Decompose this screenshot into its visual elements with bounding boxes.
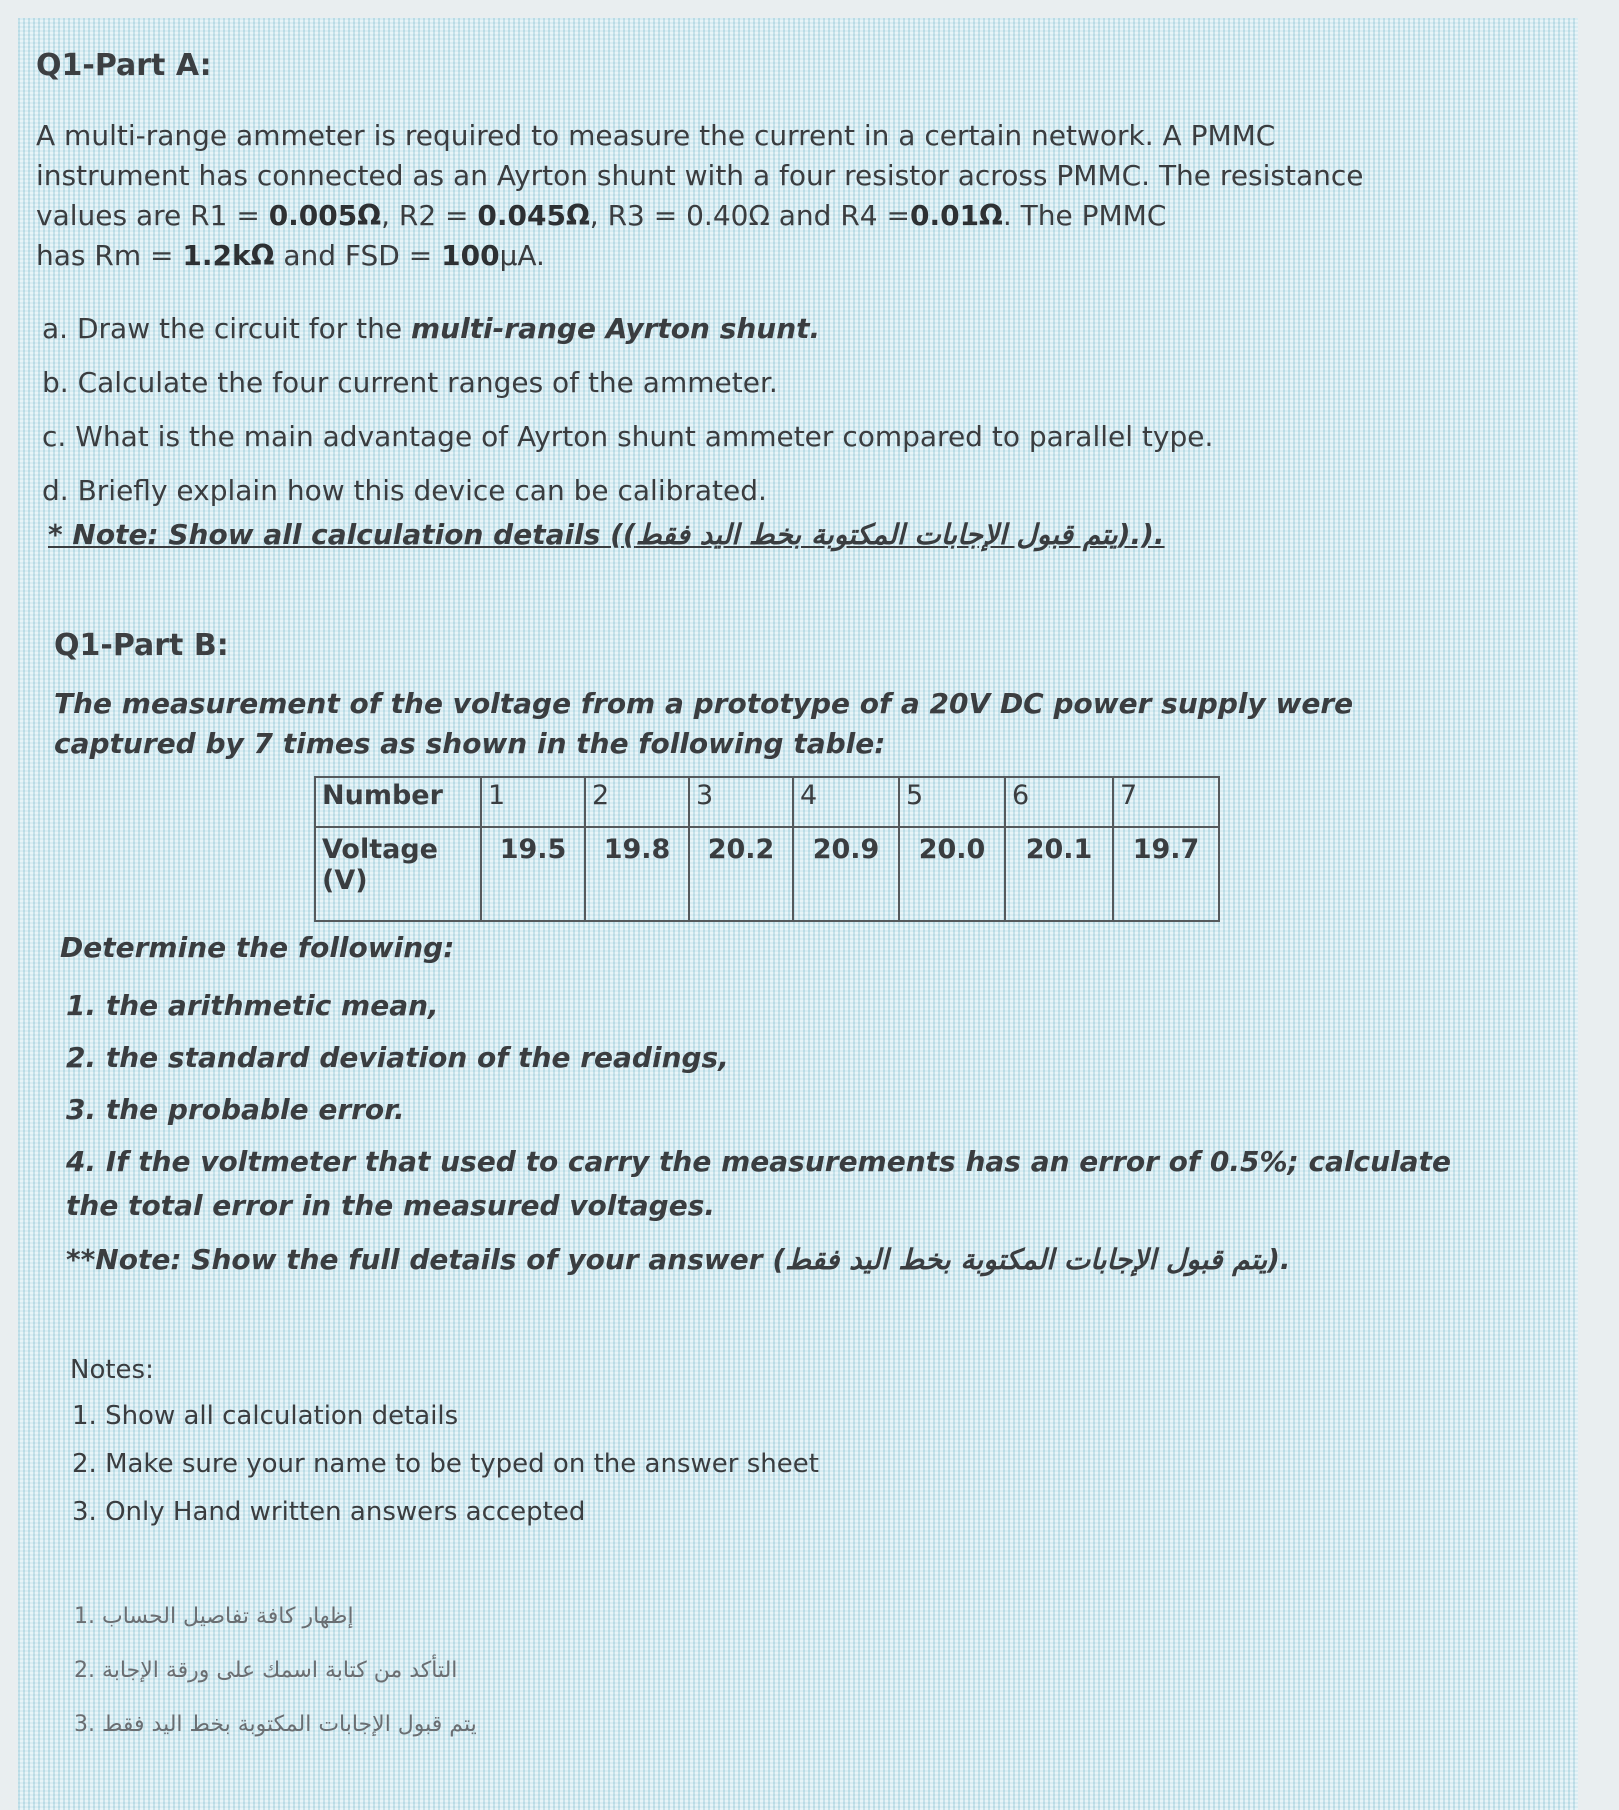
notes-list (72, 1392, 819, 1536)
voltage-label: Voltage (V) (315, 827, 481, 921)
list-item: 1. إظهار كافة تفاصيل الحساب (74, 1604, 354, 1629)
number-cell: 6 (1005, 777, 1113, 827)
number-cell: 3 (689, 777, 793, 827)
arabic-notes-list (74, 1590, 477, 1752)
question-a: a. Draw the circuit for the multi-range Ayrton shunt. (42, 312, 821, 345)
table-row (315, 777, 1219, 827)
part-a-note: * Note: Show all calculation details ((يتم قبول الإجابات المكتوبة بخط اليد فقط).). (48, 518, 1165, 551)
number-label: Number (315, 777, 481, 827)
list-item: 2. التأكد من كتابة اسمك على ورقة الإجابة (74, 1658, 458, 1683)
question-b: b. Calculate the four current ranges of the ammeter. (42, 366, 778, 399)
part-b-heading: Q1-Part B: (54, 628, 229, 663)
part-a-heading: Q1-Part A: (36, 48, 212, 83)
list-item: 4. If the voltmeter that used to carry the measurements has an error of 0.5%; calculate (66, 1145, 1451, 1178)
intro-line-2: instrument has connected as an Ayrton shunt with a four resistor across PMMC. The resistance (36, 159, 1364, 192)
voltage-table (314, 776, 1220, 922)
list-item: 1. the arithmetic mean, (66, 989, 439, 1022)
part-a-questions (42, 302, 1213, 518)
number-cell: 1 (481, 777, 585, 827)
document-sheet (18, 18, 1578, 1810)
voltage-cell: 20.0 (899, 827, 1005, 921)
part-b-intro-line-1: The measurement of the voltage from a prototype of a 20V DC power supply were (54, 687, 1354, 720)
number-cell: 5 (899, 777, 1005, 827)
intro-line-1: A multi-range ammeter is required to measure the current in a certain network. A PMMC (36, 119, 1276, 152)
list-item: the total error in the measured voltages. (66, 1189, 715, 1222)
part-b-note: **Note: Show the full details of your answer (يتم قبول الإجابات المكتوبة بخط اليد فقط). (66, 1243, 1291, 1276)
number-cell: 4 (793, 777, 899, 827)
rm-line: has Rm = 1.2kΩ and FSD = 100μA. (36, 239, 545, 272)
part-b-intro (54, 684, 1554, 764)
voltage-cell: 20.2 (689, 827, 793, 921)
list-item: 3. the probable error. (66, 1093, 405, 1126)
number-cell: 7 (1113, 777, 1219, 827)
notes-title: Notes: (70, 1355, 154, 1385)
question-d: d. Briefly explain how this device can be calibrated. (42, 474, 767, 507)
list-item: 3. يتم قبول الإجابات المكتوبة بخط اليد فقط (74, 1712, 477, 1737)
voltage-cell: 19.8 (585, 827, 689, 921)
voltage-cell: 20.1 (1005, 827, 1113, 921)
voltage-cell: 19.7 (1113, 827, 1219, 921)
list-item: 2. Make sure your name to be typed on the answer sheet (72, 1449, 819, 1479)
list-item: 1. Show all calculation details (72, 1401, 459, 1431)
voltage-cell: 20.9 (793, 827, 899, 921)
list-item: 3. Only Hand written answers accepted (72, 1497, 586, 1527)
question-c: c. What is the main advantage of Ayrton shunt ammeter compared to parallel type. (42, 420, 1214, 453)
voltage-cell: 19.5 (481, 827, 585, 921)
part-b-items (66, 980, 1566, 1224)
determine-label: Determine the following: (60, 931, 455, 964)
part-a-intro (36, 116, 1556, 276)
part-b-intro-line-2: captured by 7 times as shown in the following table: (54, 727, 886, 760)
number-cell: 2 (585, 777, 689, 827)
values-line: values are R1 = 0.005Ω, R2 = 0.045Ω, R3 = 0.40Ω and R4 =0.01Ω. The PMMC (36, 199, 1167, 232)
table-row (315, 827, 1219, 921)
list-item: 2. the standard deviation of the readings, (66, 1041, 729, 1074)
